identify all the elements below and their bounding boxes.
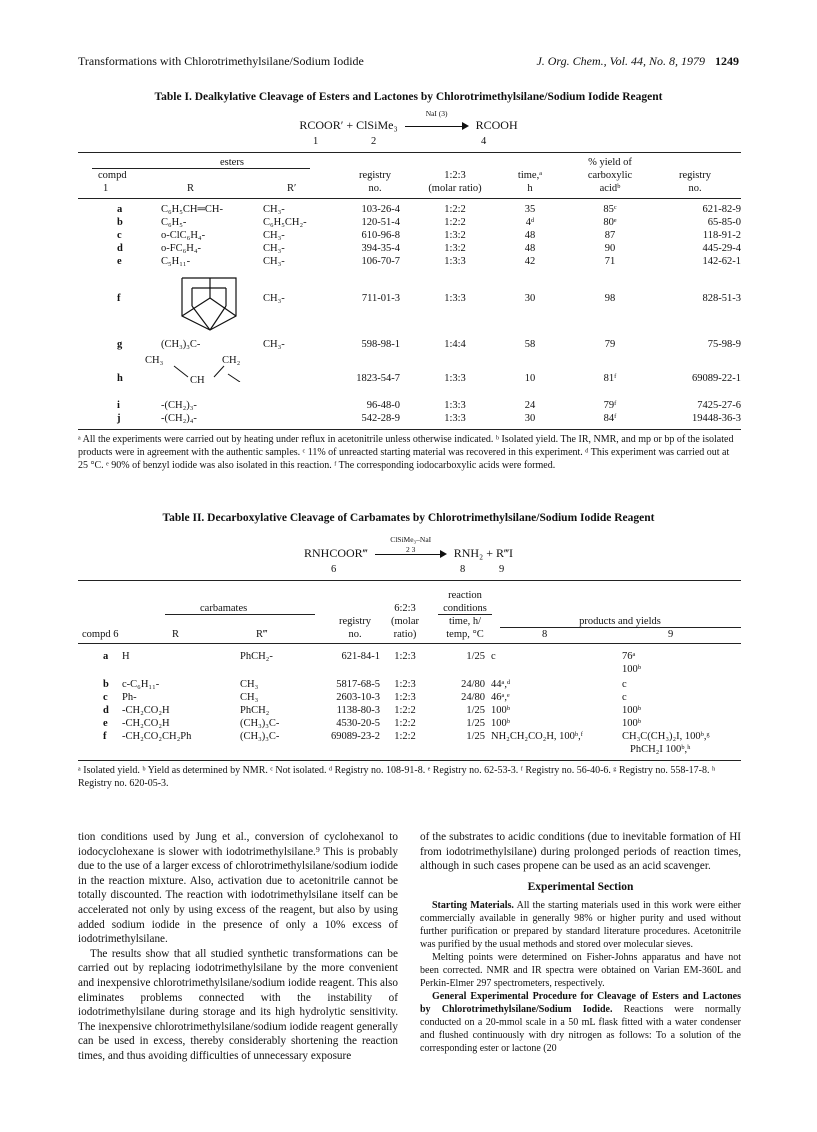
- right-column: [420, 830, 741, 1055]
- table1-scheme: [0, 109, 817, 133]
- scheme-num-2: 2: [371, 136, 377, 147]
- t2-cell-registry: 5817-68-5: [336, 679, 380, 690]
- t2-cell-conditions: 24/80: [461, 679, 485, 690]
- t1-cell-id: e: [117, 256, 122, 267]
- t1-cell-id: c: [117, 230, 122, 241]
- t1-header-compd-num: 1: [103, 183, 109, 194]
- t2-cell-ratio: 1:2:3: [394, 679, 416, 690]
- table2-scheme: [0, 535, 817, 561]
- t1-cell-time: 48: [524, 230, 536, 241]
- t1-h-ch-label: CH: [190, 375, 205, 386]
- t2-cell-product9-extra: 100ᵇ: [622, 664, 642, 675]
- t1-cell-yield: 71: [604, 256, 616, 267]
- t1-cell-yield: 84ᶠ: [603, 413, 617, 424]
- t1-cell-id: i: [117, 400, 120, 411]
- t1-cell-yield: 79ᶠ: [603, 400, 617, 411]
- reaction-arrow: [375, 535, 447, 561]
- t1-cell-time: 30: [524, 413, 536, 424]
- t1-header-time-unit: h: [527, 183, 533, 194]
- t1-header-Rprime: R′: [287, 183, 297, 194]
- table1-scheme-product: RCOOH: [475, 118, 518, 132]
- t1-cell-yield: 85ᶜ: [603, 204, 617, 215]
- table1-header-rule: [78, 198, 741, 199]
- scheme-num-8: 8: [460, 564, 466, 575]
- t2-header-registry: registry: [338, 616, 372, 627]
- t2-cell-product9: c: [622, 692, 627, 703]
- t2-cell-ratio: 1:2:2: [394, 705, 416, 716]
- t2-header-rc-2: conditions: [443, 603, 487, 614]
- t2-header-carbamates: carbamates: [200, 603, 248, 614]
- scheme-num-4: 4: [481, 136, 487, 147]
- table2-bottom-rule: [78, 760, 741, 761]
- t1-cell-registry: 598-98-1: [361, 339, 400, 350]
- t2-header-Rppp: R‴: [256, 629, 268, 640]
- t1-cell-ratio: 1:3:2: [444, 230, 466, 241]
- t1-cell-ratio: 1:3:2: [444, 243, 466, 254]
- t1-cell-yield: 81ᶠ: [603, 373, 617, 384]
- scheme-num-6: 6: [331, 564, 337, 575]
- t1-cell-R: C₆H₅CH═CH-: [161, 204, 224, 215]
- t1-cell-yield: 79: [604, 339, 616, 350]
- lactone-bond-lines: [168, 362, 248, 382]
- t1-header-registry2-no: no.: [688, 183, 702, 194]
- t2-cell-product9-extra: PhCH₂I 100ᵇ,ʰ: [630, 744, 691, 755]
- t1-cell-registry: 106-70-7: [361, 256, 400, 267]
- t2-cell-product8: 44ᵃ,ᵈ: [491, 679, 511, 690]
- t2-cell-R: -CH₂CO₂H: [122, 718, 170, 729]
- t1-cell-registry2: 621-82-9: [702, 204, 741, 215]
- t1-cell-registry2: 142-62-1: [702, 256, 741, 267]
- t2-cell-id: f: [103, 731, 107, 742]
- t2-cell-ratio: 1:2:2: [394, 718, 416, 729]
- scheme-num-9: 9: [499, 564, 505, 575]
- t1-cell-id: j: [117, 413, 121, 424]
- t2-cell-registry: 69089-23-2: [331, 731, 380, 742]
- t2-cell-conditions: 1/25: [466, 731, 485, 742]
- t1-cell-ratio: 1:3:3: [444, 413, 466, 424]
- t2-cell-ratio: 1:2:3: [394, 692, 416, 703]
- t1-cell-time: 24: [524, 400, 536, 411]
- t1-cell-ratio: 1:2:2: [444, 204, 466, 215]
- t2-products-rule: [500, 627, 741, 628]
- t1-cell-time: 30: [524, 293, 536, 304]
- instruments-paragraph: Melting points were determined on Fisher-Johns apparatus and have not been corrected. NMR and IR spectra were obtained on Varian EM-360L and Perkin-Elmer 297 spectrometers, respectively.: [420, 952, 741, 990]
- page-number: 1249: [715, 54, 739, 68]
- t1-cell-id: g: [117, 339, 123, 350]
- t2-conditions-rule: [438, 614, 492, 615]
- t1-header-ratio: 1:2:3: [444, 170, 466, 181]
- t2-cell-R: c-C₆H₁₁-: [122, 679, 160, 690]
- t1-cell-registry: 120-51-4: [361, 217, 400, 228]
- paragraph-text: All the starting materials used in this work were either commercially available in generally 98% or higher purity and used without further purification or prepared by standard literature procedures. Acetonitrile was purified by the usual methods and stored over molecular sieves.: [420, 900, 742, 951]
- t1-cell-time: 35: [524, 204, 536, 215]
- t2-header-rc-3: time, h/: [448, 616, 482, 627]
- t2-cell-ratio: 1:2:2: [394, 731, 416, 742]
- running-header-journal: [536, 54, 739, 69]
- t1-cell-time: 58: [524, 339, 536, 350]
- t2-cell-Rppp: CH₃: [240, 692, 259, 703]
- t1-cell-yield: 80ᵉ: [603, 217, 617, 228]
- t1-cell-registry2: 445-29-4: [702, 243, 741, 254]
- t1-header-ratio-sub: (molar ratio): [428, 183, 482, 194]
- t2-cell-conditions: 1/25: [466, 718, 485, 729]
- table2-top-rule: [78, 580, 741, 581]
- t2-cell-conditions: 1/25: [466, 705, 485, 716]
- t1-header-esters: esters: [220, 157, 244, 168]
- t1-h-ch3-label: CH₃: [145, 355, 164, 366]
- t2-header-rc-1: reaction: [448, 590, 482, 601]
- t1-cell-time: 42: [524, 256, 536, 267]
- t1-cell-registry: 711-01-3: [361, 293, 400, 304]
- adamantyl-structure: [170, 272, 248, 336]
- t1-header-R: R: [187, 183, 195, 194]
- t2-cell-registry: 621-84-1: [341, 651, 380, 662]
- table2-scheme-reagent: ClSiMe₃–NaI: [390, 535, 432, 545]
- t1-cell-R: o-FC₆H₄-: [161, 243, 201, 254]
- table1-scheme-reactants: RCOOR′ + ClSiMe₃: [299, 118, 398, 132]
- t2-cell-product8: 46ᵃ,ᵉ: [491, 692, 510, 703]
- t1-cell-R: (CH₃)₃C-: [161, 339, 201, 350]
- t1-cell-id: h: [117, 373, 123, 384]
- t2-header-ratio-3: ratio): [393, 629, 417, 640]
- t1-header-registry2: registry: [678, 170, 712, 181]
- t1-header-yield-2: carboxylic: [587, 170, 633, 181]
- section-heading: Experimental Section: [527, 880, 634, 893]
- t2-cell-registry: 4530-20-5: [336, 718, 380, 729]
- t2-header-compd: compd 6: [82, 629, 119, 640]
- table1-footnotes: ᵃ All the experiments were carried out by heating under reflux in acetonitrile unless otherwise indicated. ᵇ Isolated yield. The IR, NMR, and mp or bp of the isolated products were in agreement with the authentic samples. ᶜ 11% of unreacted starting material was recovered in this experiment. ᵈ This experiment was carried out at 25 °C. ᵉ 90% of benzyl iodide was also isolated in this reaction. ᶠ The corresponding iodocarboxylic acids were formed.: [78, 434, 734, 471]
- t2-header-R: R: [172, 629, 180, 640]
- t2-cell-Rppp: (CH₃)₃C-: [240, 718, 280, 729]
- t1-cell-R: C₅H₁₁-: [161, 256, 191, 267]
- t1-header-registry-no: no.: [368, 183, 382, 194]
- t2-cell-product9: 100ᵇ: [622, 718, 642, 729]
- t2-header-ratio-1: 6:2:3: [394, 603, 416, 614]
- t1-cell-registry2: 69089-22-1: [692, 373, 741, 384]
- t1-cell-ratio: 1:3:3: [444, 400, 466, 411]
- body-paragraph: of the substrates to acidic conditions (due to inevitable formation of HI from iodotrimethylsilane) during prolonged periods of reaction times, although in such cases propene can be used as an acid scavenger.: [420, 831, 741, 873]
- t1-cell-time: 48: [524, 243, 536, 254]
- t1-cell-yield: 87: [604, 230, 616, 241]
- t1-cell-ratio: 1:3:3: [444, 256, 466, 267]
- t2-cell-conditions: 1/25: [466, 651, 485, 662]
- t1-cell-ratio: 1:3:3: [444, 373, 466, 384]
- t2-cell-product8: c: [491, 651, 496, 662]
- t1-cell-registry2: 7425-27-6: [697, 400, 741, 411]
- t1-cell-registry: 103-26-4: [361, 204, 400, 215]
- body-paragraph: The results show that all studied synthetic transformations can be carried out by replacing iodotrimethylsilane by the more convenient and inexpensive chlorotrimethylsilane/sodium iodide reagent. This also eliminates problems connected with the instability of iodotrimethylsilane during storage and its high hydrolytic sensitivity. The inexpensive chlorotrimethylsilane/sodium iodide reagent generally can be used in excess, thereby considerably shortening the reaction times, and thus avoiding difficulties of unnecessary exposure: [78, 947, 398, 1062]
- reaction-arrow: [405, 109, 469, 133]
- t1-cell-registry: 96-48-0: [366, 400, 400, 411]
- t1-h-ch2-label: CH₂: [222, 355, 241, 366]
- t2-cell-Rppp: PhCH₂: [240, 705, 270, 716]
- t2-cell-id: c: [103, 692, 108, 703]
- t1-cell-ratio: 1:2:2: [444, 217, 466, 228]
- scheme-num-1: 1: [313, 136, 319, 147]
- t2-cell-R: -CH₂CO₂H: [122, 705, 170, 716]
- t1-cell-yield: 98: [604, 293, 616, 304]
- t1-cell-registry2: 118-91-2: [702, 230, 741, 241]
- t2-cell-product8: 100ᵇ: [491, 705, 511, 716]
- t1-cell-registry2: 75-98-9: [707, 339, 741, 350]
- t2-cell-ratio: 1:2:3: [394, 651, 416, 662]
- t1-cell-Rprime: CH₃-: [263, 243, 285, 254]
- starting-materials-paragraph: [420, 899, 741, 951]
- t2-cell-id: a: [103, 651, 109, 662]
- t2-cell-product9: CH₃C(CH₃)₂I, 100ᵇ,ᵍ: [622, 731, 710, 742]
- t1-cell-R: -(CH₂)₄-: [161, 413, 197, 424]
- t1-cell-Rprime: CH₃-: [263, 204, 285, 215]
- t2-header-ratio-2: (molar: [391, 616, 419, 627]
- t1-header-time: time,ᵃ: [517, 170, 543, 181]
- t2-cell-id: d: [103, 705, 109, 716]
- t2-cell-id: e: [103, 718, 108, 729]
- paragraph-text: Reactions were normally conducted on a 20-mmol scale in a 50 mL flask fitted with a water condenser and flushed continuously with dry nitrogen as follows: To a solution of the corresponding ester or lactone (20: [420, 1004, 742, 1055]
- t2-header-product8: 8: [542, 629, 548, 640]
- t1-header-yield: % yield of: [588, 157, 632, 168]
- table2-footnotes: ᵃ Isolated yield. ᵇ Yield as determined by NMR. ᶜ Not isolated. ᵈ Registry no. 108-91-8. ᵉ Registry no. 62-53-3. ᶠ Registry no. 56-40-6. ᵍ Registry no. 558-17-8. ʰ Registry no. 620-05-3.: [78, 765, 716, 789]
- t1-cell-ratio: 1:4:4: [444, 339, 466, 350]
- t1-cell-id: f: [117, 293, 121, 304]
- t2-header-registry-no: no.: [348, 629, 362, 640]
- t1-cell-registry: 1823-54-7: [356, 373, 400, 384]
- t1-cell-registry2: 65-85-0: [707, 217, 741, 228]
- t2-cell-product9: 100ᵇ: [622, 705, 642, 716]
- t2-carbamates-rule: [165, 614, 315, 615]
- running-header-title: Transformations with Chlorotrimethylsilane/Sodium Iodide: [78, 54, 364, 68]
- left-column: [78, 830, 398, 1064]
- procedure-paragraph: [420, 990, 741, 1055]
- t2-cell-id: b: [103, 679, 109, 690]
- journal-citation: J. Org. Chem., Vol. 44, No. 8, 1979: [536, 54, 705, 68]
- t1-cell-registry: 610-96-8: [361, 230, 400, 241]
- t1-cell-Rprime: CH₃-: [263, 293, 285, 304]
- t1-cell-time: 4ᵈ: [525, 217, 535, 228]
- t1-cell-time: 10: [524, 373, 536, 384]
- t1-cell-Rprime: CH₃-: [263, 256, 285, 267]
- t1-cell-Rprime: CH₃-: [263, 339, 285, 350]
- t2-cell-R: -CH₂CO₂CH₂Ph: [122, 731, 192, 742]
- t1-cell-registry: 542-28-9: [361, 413, 400, 424]
- t2-cell-conditions: 24/80: [461, 692, 485, 703]
- t1-cell-R: o-ClC₆H₄-: [161, 230, 206, 241]
- table1-bottom-rule: [78, 429, 741, 430]
- table2-scheme-reactant: RNHCOOR‴: [304, 546, 368, 560]
- t1-cell-Rprime: CH₃-: [263, 230, 285, 241]
- t1-cell-R: -(CH₂)₃-: [161, 400, 197, 411]
- t2-header-rc-4: temp, °C: [446, 629, 484, 640]
- table2-caption: Table II. Decarboxylative Cleavage of Carbamates by Chlorotrimethylsilane/Sodium Iodide Reagent: [162, 512, 655, 524]
- t2-cell-product8: 100ᵇ: [491, 718, 511, 729]
- table2-scheme-reagent-nums: 2 3: [406, 545, 416, 555]
- table1-caption: Table I. Dealkylative Cleavage of Esters and Lactones by Chlorotrimethylsilane/Sodium Iodide Reagent: [154, 91, 663, 103]
- t2-header-products: products and yields: [579, 616, 661, 627]
- t2-header-product9: 9: [668, 629, 674, 640]
- t1-cell-ratio: 1:3:3: [444, 293, 466, 304]
- t1-esters-rule: [92, 168, 310, 169]
- t1-header-yield-3: acidᵇ: [599, 183, 621, 194]
- run-in-heading: General Experimental Procedure for Cleavage of Esters and Lactones by Chlorotrimethylsilane/Sodium Iodide.: [420, 991, 741, 1016]
- t2-cell-registry: 1138-80-3: [336, 705, 380, 716]
- run-in-heading: Starting Materials.: [432, 900, 514, 912]
- t1-cell-Rprime: C₆H₅CH₂-: [263, 217, 307, 228]
- t2-cell-Rppp: PhCH₂-: [240, 651, 273, 662]
- table2-scheme-products: RNH₂ + R‴I: [453, 546, 513, 560]
- table1-top-rule: [78, 152, 741, 153]
- t1-header-compd: compd: [98, 170, 127, 181]
- t1-cell-yield: 90: [604, 243, 616, 254]
- t1-cell-id: a: [117, 204, 123, 215]
- t2-cell-registry: 2603-10-3: [336, 692, 380, 703]
- t1-cell-registry2: 828-51-3: [702, 293, 741, 304]
- t1-cell-id: b: [117, 217, 123, 228]
- table2-header-rule: [78, 643, 741, 644]
- t1-cell-R: C₆H₅-: [161, 217, 187, 228]
- t2-cell-R: Ph-: [122, 692, 137, 703]
- t1-cell-registry2: 19448-36-3: [692, 413, 741, 424]
- body-paragraph: tion conditions used by Jung et al., conversion of cyclohexanol to iodocyclohexane is slower with iodotrimethylsilane.⁹ This is probably due to the use of a larger excess of chlorotrimethylsilane/sodium iodide in the reaction mixture. Also, activation due to acetonitrile cannot be totally discounted. The reaction with iodotrimethylsilane itself can be accelerated not only by using excess of the reagent, but also by using added sodium iodide in the presence of only a 10% excess of iodotrimethylsilane.: [78, 831, 398, 946]
- t2-cell-product9: c: [622, 679, 627, 690]
- t1-cell-id: d: [117, 243, 123, 254]
- t2-cell-product9: 76ᵃ: [622, 651, 636, 662]
- table1-scheme-reagent: NaI (3): [425, 109, 448, 119]
- t2-cell-Rppp: (CH₃)₃C-: [240, 731, 280, 742]
- t2-cell-Rppp: CH₃: [240, 679, 259, 690]
- t1-cell-registry: 394-35-4: [361, 243, 400, 254]
- t2-cell-product8: NH₂CH₂CO₂H, 100ᵇ,ᶠ: [491, 731, 583, 742]
- t1-header-registry: registry: [358, 170, 392, 181]
- t2-cell-R: H: [122, 651, 130, 662]
